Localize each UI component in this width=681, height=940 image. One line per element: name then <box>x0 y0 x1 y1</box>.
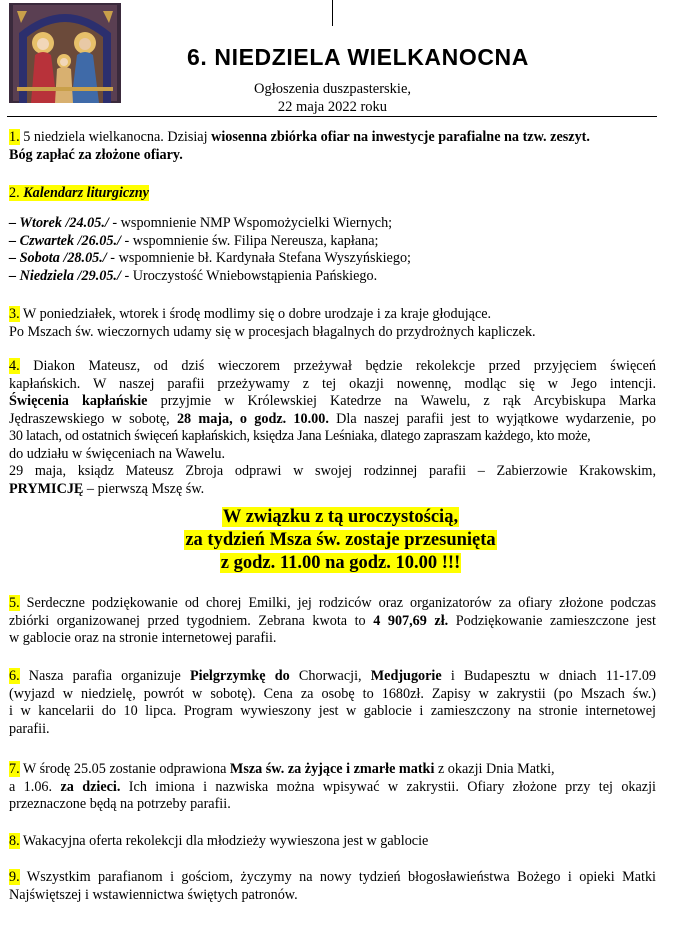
item-text: – pierwszą Mszę św. <box>83 480 205 497</box>
item-text: i w kancelarii do 10 lipca. Program wywieszony jest w gablocie i zamieszczony na stronie internetowej <box>9 703 656 719</box>
announcement-1 <box>9 129 656 164</box>
item-text: Chorwacji, <box>289 668 371 684</box>
item-text: i Budapesztu w dniach 11-17.09 <box>441 668 657 684</box>
item-bold: PRYMICJĘ <box>9 480 84 497</box>
item-text: W środę 25.05 zostanie odprawiona <box>19 761 230 777</box>
announcement-8 <box>9 833 656 851</box>
item-bold: Pielgrzymkę do <box>189 668 290 684</box>
calendar-list <box>9 215 656 285</box>
item-text: przyjmie w Królewskiej Katedrze na Wawelu, z rąk Arcybiskupa Marka <box>147 393 656 409</box>
announcement-2 <box>9 185 656 203</box>
item-text: Wszystkim parafianom i gościom, życzymy na nowy tydzień błogosławieństwa Bożego i opieki Matki <box>19 869 656 885</box>
item-text: Ich imiona i nazwiska można wpisywać w zakrystii. Ofiary złożone przy tej okazji <box>120 778 656 795</box>
announcement-4 <box>9 358 656 498</box>
item-number: 2. <box>9 185 20 201</box>
item-number: 1. <box>9 129 20 145</box>
calendar-heading: Kalendarz liturgiczny <box>23 185 149 201</box>
item-text: Jędraszewskiego w sobotę, <box>9 410 177 427</box>
page-title: 6. NIEDZIELA WIELKANOCNA <box>187 44 529 70</box>
item-bold: wiosenna zbiórka ofiar na inwestycje parafialne na tzw. zeszyt. <box>211 129 590 145</box>
item-number: 5. <box>9 595 20 611</box>
item-text: do udziału w święceniach na Wawelu. <box>9 445 226 462</box>
header-rule <box>7 116 657 117</box>
item-text: w gablocie oraz na stronie internetowej parafii. <box>9 630 277 646</box>
item-bold: 4 907,69 zł. <box>373 612 449 629</box>
item-bold: Bóg zapłać za złożone ofiary. <box>9 146 183 163</box>
item-text: Serdeczne podziękowanie od chorej Emilki, jej rodziców oraz organizatorów za ofiary złożone podczas <box>19 595 656 611</box>
item-text: 30 latach, od ostatnich święceń kapłańskich, księdza Jana Leśniaka, dlatego zapraszam każdego, kto może, <box>9 428 591 444</box>
item-bold: Msza św. za żyjące i zmarłe matki <box>229 761 435 777</box>
item-bold: Medjugorie <box>370 668 442 684</box>
item-text: a 1.06. <box>9 778 61 795</box>
item-text: Po Mszach św. wieczornych udamy się w procesjach błagalnych do przydrożnych kapliczek. <box>9 323 536 340</box>
notice-highlight-2: za tydzień Msza św. zostaje przesunięta <box>185 530 496 550</box>
announcement-9 <box>9 869 656 904</box>
calendar-entry: – Czwartek /26.05./ - wspomnienie św. Filipa Nereusza, kapłana; <box>9 232 379 249</box>
announcement-5 <box>9 595 656 648</box>
item-text: Wakacyjna oferta rekolekcji dla młodzieży wywieszona jest w gablocie <box>19 833 429 849</box>
item-text: W poniedziałek, wtorek i środę modlimy się o dobre urodzaje i za kraje głodujące. <box>19 306 492 322</box>
item-bold: 28 maja, o godz. 10.00. <box>176 410 329 427</box>
item-text: przeznaczone będą na potrzeby parafii. <box>9 796 231 812</box>
item-text: kapłańskich. W naszej parafii przeżywamy z tej okazji nowennę, modląc się w Jego intencji. <box>9 375 656 392</box>
notice-highlight-1: W związku z tą uroczystością, <box>222 507 459 527</box>
item-text: z okazji Dnia Matki, <box>434 761 555 777</box>
announcement-6 <box>9 668 656 738</box>
item-text: parafii. <box>9 720 50 737</box>
subtitle: Ogłoszenia duszpasterskie, <box>253 81 412 97</box>
subtitle-block <box>210 80 455 116</box>
item-bold: za dzieci. <box>60 778 121 795</box>
item-text: Dla naszej parafii jest to wyjątkowe wydarzenie, po <box>328 410 656 427</box>
item-text: Diakon Mateusz, od dziś wieczorem przeżywał będzie rekolekcje przed przyjęciem święceń <box>19 358 656 374</box>
announcement-7 <box>9 761 656 814</box>
date: 22 maja 2022 roku <box>277 99 388 115</box>
item-text: 5 niedziela wielkanocna. Dzisiaj <box>19 129 212 145</box>
item-text: Najświętszej i wstawiennictwa świętych patronów. <box>9 886 298 903</box>
fold-line <box>332 0 333 26</box>
item-text: zbiórki organizowanej przed tygodniem. Zebrana kwota to <box>9 612 374 629</box>
notice-highlight-3: z godz. 11.00 na godz. 10.00 !!! <box>220 553 461 573</box>
item-number: 6. <box>9 668 20 684</box>
item-text: Podziękowanie zamieszczone jest <box>448 612 656 629</box>
calendar-entry: – Wtorek /24.05./ - wspomnienie NMP Wspomożycielki Wiernych; <box>9 215 393 231</box>
item-bold: Święcenia kapłańskie <box>9 393 148 409</box>
item-number: 9. <box>9 869 20 885</box>
item-text: Nasza parafia organizuje <box>19 668 190 684</box>
calendar-entry: – Niedziela /29.05./ - Uroczystość Wniebowstąpienia Pańskiego. <box>9 267 378 284</box>
calendar-entry: – Sobota /28.05./ - wspomnienie bł. Kardynała Stefana Wyszyńskiego; <box>9 250 411 266</box>
holy-family-icon <box>9 3 121 103</box>
item-text: (wyjazd w niedzielę, powrót w sobotę). Cena za osobę to 1680zł. Zapisy w zakrystii (po Mszach św.) <box>9 685 656 702</box>
item-number: 7. <box>9 761 20 777</box>
item-number: 8. <box>9 833 20 849</box>
item-text: 29 maja, ksiądz Mateusz Zbroja odprawi w swojej rodzinnej parafii – Zabierzowie Krakowskim, <box>9 463 656 479</box>
item-number: 3. <box>9 306 20 322</box>
announcement-3 <box>9 306 656 341</box>
item-number: 4. <box>9 358 20 374</box>
